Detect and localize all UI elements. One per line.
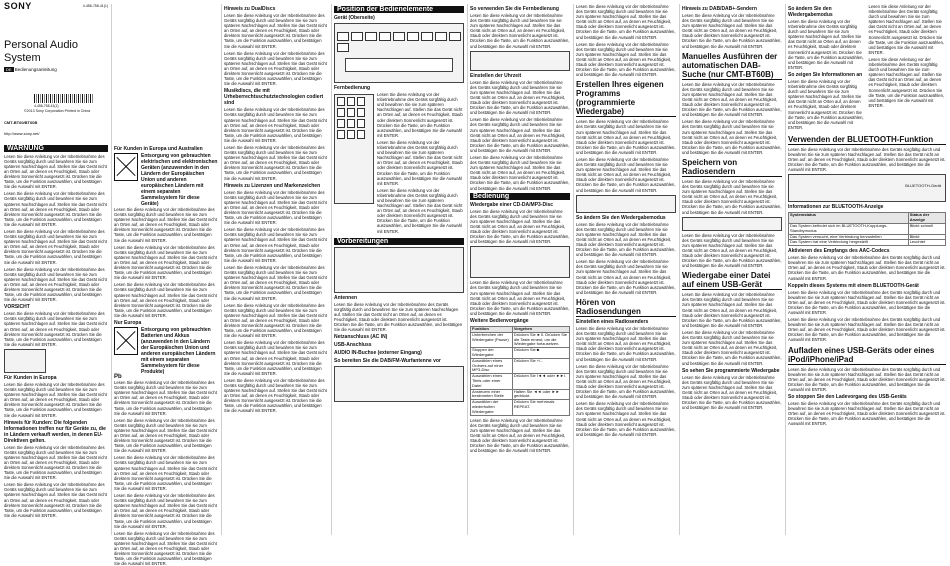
- aac-heading: Aktivieren des Empfangs des AAC-Codecs: [788, 248, 890, 255]
- disposal-text-2: Lesen Sie diese Anleitung vor der Inbetriebnahme des Geräts sorgfältig durch und bewahren Sie sie zum späteren Nachschlagen auf. Stellen Sie das Gerät nicht an Orten auf, an denen es Feuchtigkeit, Staub oder direktem Sonnenlicht ausgesetzt ist. Drücken Sie die Taste, um die Funktion auszuwählen, und bestätigen Sie die Auswahl mit ENTER.: [114, 244, 217, 281]
- notes-column: [224, 4, 328, 535]
- info-heading: So zeigen Sie Informationen an: [788, 71, 863, 78]
- remote-text: Lesen Sie diese Anleitung vor der Inbetriebnahme des Geräts sorgfältig durch und bewahren Sie sie zum späteren Nachschlagen auf. Stellen Sie das Gerät nicht an Orten auf, an denen es Feuchtigkeit, Staub oder direktem Sonnenlicht ausgesetzt ist. Drücken Sie die Taste, um die Funktion auszuwählen, und bestätigen Sie die Auswahl mit ENTER.: [377, 92, 463, 138]
- info-text: Lesen Sie diese Anleitung vor der Inbetriebnahme des Geräts sorgfältig durch und bewahren Sie sie zum späteren Nachschlagen auf. Stellen Sie das Gerät nicht an Orten auf, an denen es Feuchtigkeit, Staub oder direktem Sonnenlicht ausgesetzt ist. Drücken Sie die Taste, um die Funktion auszuwählen, und bestätigen Sie die Auswahl mit ENTER.: [788, 78, 864, 130]
- laser-label-figure: [4, 349, 46, 373]
- battery-text-4: Lesen Sie diese Anleitung vor der Inbetriebnahme des Geräts sorgfältig durch und bewahren Sie sie zum späteren Nachschlagen auf. Stellen Sie das Gerät nicht an Orten auf, an denen es Feuchtigkeit, Staub oder direktem Sonnenlicht ausgesetzt ist. Drücken Sie die Taste, um die Funktion auszuwählen, und bestätigen Sie die Auswahl mit ENTER.: [114, 493, 217, 529]
- battery-heading: Entsorgung von gebrauchten Batterien und Akkus (anzuwenden in den Ländern der Europäischen Union und anderen europäischen Ländern mit einem separaten Sammelsystem für diese Produkte): [141, 326, 216, 375]
- barcode-text: 4-456-758-41(1): [34, 104, 59, 109]
- doc-code: 4-456-758-41(1): [82, 4, 108, 8]
- dab-fig-heading: So bereiten Sie die DAB/FM-Wurfantenne vor: [334, 358, 441, 365]
- brand-logo: SONY: [4, 1, 32, 11]
- bt-intro-text: Lesen Sie diese Anleitung vor der Inbetriebnahme des Geräts sorgfältig durch und bewahren Sie sie zum späteren Nachschlagen auf. Stellen Sie das Gerät nicht an Orten auf, an denen es Feuchtigkeit, Staub oder direktem Sonnenlicht ausgesetzt ist. Drücken Sie die Taste, um die Funktion auszuwählen, und bestätigen Sie die Auswahl mit ENTER.: [868, 4, 945, 55]
- music-text: Lesen Sie diese Anleitung vor der Inbetriebnahme des Geräts sorgfältig durch und bewahren Sie sie zum späteren Nachschlagen auf. Stellen Sie das Gerät nicht an Orten auf, an denen es Feuchtigkeit, Staub oder direktem Sonnenlicht ausgesetzt ist. Drücken Sie die Taste, um die Funktion auszuwählen, und bestätigen Sie die Auswahl mit ENTER.: [224, 107, 327, 143]
- auto-dab-heading: Manuelles Ausführen der automatischen DAB-Suche (nur CMT-BT60B): [682, 52, 782, 80]
- usb-text-3: Lesen Sie diese Anleitung vor der Inbetriebnahme des Geräts sorgfältig durch und bewahren Sie sie zum späteren Nachschlagen auf. Stellen Sie das Gerät nicht an Orten auf, an denen es Feuchtigkeit, Staub oder direktem Sonnenlicht ausgesetzt ist. Drücken Sie die Taste, um die Funktion auszuwählen, und bestätigen Sie die Auswahl mit ENTER.: [682, 374, 782, 411]
- speichern-heading: Speichern von Radiosendern: [682, 158, 782, 177]
- koppeln-text: Lesen Sie diese Anleitung vor der Inbetriebnahme des Geräts sorgfältig durch und bewahren Sie sie zum späteren Nachschlagen auf. Stellen Sie das Gerät nicht an Orten auf, an denen es Feuchtigkeit, Staub oder direktem Sonnenlicht ausgesetzt ist. Drücken Sie die Taste, um die Funktion auszuwählen, und bestätigen Sie die Auswahl mit ENTER.: [788, 289, 946, 315]
- crossed-bin-icon: [114, 153, 138, 181]
- operation-column: [470, 4, 570, 535]
- wiedergabemodus-text-2: Lesen Sie diese Anleitung vor der Inbetriebnahme des Geräts sorgfältig durch und bewahren Sie sie zum späteren Nachschlagen auf. Stellen Sie das Gerät nicht an Orten auf, an denen es Feuchtigkeit, Staub oder direktem Sonnenlicht ausgesetzt ist. Drücken Sie die Taste, um die Funktion auszuwählen, und bestätigen Sie die Auswahl mit ENTER.: [576, 259, 676, 295]
- speichern-text: Lesen Sie diese Anleitung vor der Inbetriebnahme des Geräts sorgfältig durch und bewahren Sie sie zum späteren Nachschlagen auf. Stellen Sie das Gerät nicht an Orten auf, an denen es Feuchtigkeit, Staub oder direktem Sonnenlicht ausgesetzt ist. Drücken Sie die Taste, um die Funktion auszuwählen, und bestätigen Sie die Auswahl mit ENTER.: [682, 178, 782, 215]
- bedienung-title: Bedienung: [470, 193, 570, 200]
- bt-figure: [788, 174, 946, 202]
- vorsicht-text: Lesen Sie diese Anleitung vor der Inbetriebnahme des Geräts sorgfältig durch und bewahren Sie sie zum späteren Nachschlagen auf. Stellen Sie das Gerät nicht an Orten auf, an denen es Feuchtigkeit, Staub oder direktem Sonnenlicht ausgesetzt ist. Drücken Sie die Taste, um die Funktion auszuwählen, und bestätigen Sie die Auswahl mit ENTER.: [4, 311, 107, 347]
- disposal-text: Lesen Sie diese Anleitung vor der Inbetriebnahme des Geräts sorgfältig durch und bewahren Sie sie zum späteren Nachschlagen auf. Stellen Sie das Gerät nicht an Orten auf, an denen es Feuchtigkeit, Staub oder direktem Sonnenlicht ausgesetzt ist. Drücken Sie die Taste, um die Funktion auszuwählen, und bestätigen Sie die Auswahl mit ENTER.: [114, 207, 217, 243]
- controls-column: [334, 4, 464, 535]
- disc-figure: [470, 246, 570, 278]
- battery-region: Nur Europa: [114, 319, 142, 326]
- remote-figure: [334, 94, 374, 204]
- battery-text-2: Lesen Sie diese Anleitung vor der Inbetriebnahme des Geräts sorgfältig durch und bewahren Sie sie zum späteren Nachschlagen auf. Stellen Sie das Gerät nicht an Orten auf, an denen es Feuchtigkeit, Staub oder direktem Sonnenlicht ausgesetzt ist. Drücken Sie die Taste, um die Funktion auszuwählen, und bestätigen Sie die Auswahl mit ENTER.: [114, 417, 217, 454]
- vorsicht-heading: VORSICHT: [4, 304, 30, 311]
- auto-dab-text: Lesen Sie diese Anleitung vor der Inbetriebnahme des Geräts sorgfältig durch und bewahren Sie sie zum späteren Nachschlagen auf. Stellen Sie das Gerät nicht an Orten auf, an denen es Feuchtigkeit, Staub oder direktem Sonnenlicht ausgesetzt ist. Drücken Sie die Taste, um die Funktion auszuwählen, und bestätigen Sie die Auswahl mit ENTER.: [682, 81, 782, 118]
- bt-intro-text-2: Lesen Sie diese Anleitung vor der Inbetriebnahme des Geräts sorgfältig durch und bewahren Sie sie zum späteren Nachschlagen auf. Stellen Sie das Gerät nicht an Orten auf, an denen es Feuchtigkeit, Staub oder direktem Sonnenlicht ausgesetzt ist. Drücken Sie die Taste, um die Funktion auszuwählen, und bestätigen Sie die Auswahl mit ENTER.: [868, 56, 945, 108]
- table-row: Das System hat eine Verbindung hergestellt Leuchtet: [789, 240, 946, 246]
- wiedergabemodus-heading: So ändern Sie den Wiedergabemodus: [576, 214, 666, 221]
- kunden-europa-text: Lesen Sie diese Anleitung vor der Inbetriebnahme des Geräts sorgfältig durch und bewahren Sie sie zum späteren Nachschlagen auf. Stellen Sie das Gerät nicht an Orten auf, an denen es Feuchtigkeit, Staub oder direktem Sonnenlicht ausgesetzt ist. Drücken Sie die Taste, um die Funktion auszuwählen, und bestätigen Sie die Auswahl mit ENTER.: [4, 381, 107, 418]
- license-text: Lesen Sie diese Anleitung vor der Inbetriebnahme des Geräts sorgfältig durch und bewahren Sie sie zum späteren Nachschlagen auf. Stellen Sie das Gerät nicht an Orten auf, an denen es Feuchtigkeit, Staub oder direktem Sonnenlicht ausgesetzt ist. Drücken Sie die Taste, um die Funktion auszuwählen, und bestätigen Sie die Auswahl mit ENTER.: [224, 189, 327, 226]
- battery-text-3: Lesen Sie diese Anleitung vor der Inbetriebnahme des Geräts sorgfältig durch und bewahren Sie sie zum späteren Nachschlagen auf. Stellen Sie das Gerät nicht an Orten auf, an denen es Feuchtigkeit, Staub oder direktem Sonnenlicht ausgesetzt ist. Drücken Sie die Taste, um die Funktion auszuwählen, und bestätigen Sie die Auswahl mit ENTER.: [114, 455, 217, 491]
- fernbedienung-text: Lesen Sie diese Anleitung vor der Inbetriebnahme des Geräts sorgfältig durch und bewahren Sie sie zum späteren Nachschlagen auf. Stellen Sie das Gerät nicht an Orten auf, an denen es Feuchtigkeit, Staub oder direktem Sonnenlicht ausgesetzt ist. Drücken Sie die Taste, um die Funktion auszuwählen, und bestätigen Sie die Auswahl mit ENTER.: [470, 13, 570, 49]
- usb-ops-heading: So ändern Sie den Wiedergabemodus: [788, 6, 833, 18]
- radio-text-3: Lesen Sie diese Anleitung vor der Inbetriebnahme des Geräts sorgfältig durch und bewahren Sie sie zum späteren Nachschlagen auf. Stellen Sie das Gerät nicht an Orten auf, an denen es Feuchtigkeit, Staub oder direktem Sonnenlicht ausgesetzt ist. Drücken Sie die Taste, um die Funktion auszuwählen, und bestätigen Sie die Auswahl mit ENTER.: [576, 401, 676, 437]
- remote-text-3: Lesen Sie diese Anleitung vor der Inbetriebnahme des Geräts sorgfältig durch und bewahren Sie sie zum späteren Nachschlagen auf. Stellen Sie das Gerät nicht an Orten auf, an denen es Feuchtigkeit, Staub oder direktem Sonnenlicht ausgesetzt ist. Drücken Sie die Taste, um die Funktion auszuwählen, und bestätigen Sie die Auswahl mit ENTER.: [377, 187, 463, 234]
- table-row: Stoppen der Wiedergabe Drücken Sie ■.: [471, 348, 570, 359]
- cd-heading: Wiedergabe einer CD-DA/MP3-Disc: [470, 201, 554, 208]
- doc-title: Personal Audio System: [4, 39, 78, 65]
- radio-text: Lesen Sie diese Anleitung vor der Inbetriebnahme des Geräts sorgfältig durch und bewahren Sie sie zum späteren Nachschlagen auf. Stellen Sie das Gerät nicht an Orten auf, an denen es Feuchtigkeit, Staub oder direktem Sonnenlicht ausgesetzt ist. Drücken Sie die Taste, um die Funktion auszuwählen, und bestätigen Sie die Auswahl mit ENTER.: [576, 325, 676, 362]
- vorbereitungen-title: Vorbereitungen: [334, 238, 464, 245]
- table-header: Systemstatus: [789, 213, 909, 224]
- ipod-text: Lesen Sie diese Anleitung vor der Inbetriebnahme des Geräts sorgfältig durch und bewahren Sie sie zum späteren Nachschlagen auf. Stellen Sie das Gerät nicht an Orten auf, an denen es Feuchtigkeit, Staub oder direktem Sonnenlicht ausgesetzt ist. Drücken Sie die Taste, um die Funktion auszuwählen, und bestätigen Sie die Auswahl mit ENTER.: [788, 366, 946, 392]
- bluetooth-column: [788, 4, 946, 535]
- usb-text: Lesen Sie diese Anleitung vor der Inbetriebnahme des Geräts sorgfältig durch und bewahren Sie sie zum späteren Nachschlagen auf. Stellen Sie das Gerät nicht an Orten auf, an denen es Feuchtigkeit, Staub oder direktem Sonnenlicht ausgesetzt ist. Drücken Sie die Taste, um die Funktion auszuwählen, und bestätigen Sie die Auswahl mit ENTER.: [682, 292, 782, 328]
- warning-text-4: Lesen Sie diese Anleitung vor der Inbetriebnahme des Geräts sorgfältig durch und bewahren Sie sie zum späteren Nachschlagen auf. Stellen Sie das Gerät nicht an Orten auf, an denen es Feuchtigkeit, Staub oder direktem Sonnenlicht ausgesetzt ist. Drücken Sie die Taste, um die Funktion auszuwählen, und bestätigen Sie die Auswahl mit ENTER.: [4, 266, 107, 303]
- radio-heading: Hören von Radiosendungen: [576, 298, 676, 317]
- bt-heading: Verwenden der BLUETOOTH-Funktion: [788, 135, 946, 145]
- program-text-0: Lesen Sie diese Anleitung vor der Inbetriebnahme des Geräts sorgfältig durch und bewahren Sie sie zum späteren Nachschlagen auf. Stellen Sie das Gerät nicht an Orten auf, an denen es Feuchtigkeit, Staub oder direktem Sonnenlicht ausgesetzt ist. Drücken Sie die Taste, um die Funktion auszuwählen, und bestätigen Sie die Auswahl mit ENTER.: [576, 4, 676, 40]
- pb-label: Pb: [114, 373, 122, 380]
- kunden-europa-heading: Für Kunden in Europa: [4, 374, 57, 381]
- table-row: Das System befindet sich im BLUETOOTH-Kopplungs-Standbymodus Blinkt schnell: [789, 223, 946, 234]
- license-text-6: Lesen Sie diese Anleitung vor der Inbetriebnahme des Geräts sorgfältig durch und bewahren Sie sie zum späteren Nachschlagen auf. Stellen Sie das Gerät nicht an Orten auf, an denen es Feuchtigkeit, Staub oder direktem Sonnenlicht ausgesetzt ist. Drücken Sie die Taste, um die Funktion auszuwählen, und bestätigen Sie die Auswahl mit ENTER.: [224, 377, 327, 414]
- controls-section-title: Position der Bedienelemente: [334, 6, 464, 13]
- license-heading: Hinweis zu Lizenzen und Markenzeichen: [224, 182, 321, 189]
- cd-operations-table: [470, 326, 570, 416]
- auto-dab-text-2: Lesen Sie diese Anleitung vor der Inbetriebnahme des Geräts sorgfältig durch und bewahren Sie sie zum späteren Nachschlagen auf. Stellen Sie das Gerät nicht an Orten auf, an denen es Feuchtigkeit, Staub oder direktem Sonnenlicht ausgesetzt ist. Drücken Sie die Taste, um die Funktion auszuwählen, und bestätigen Sie die Auswahl mit ENTER.: [682, 119, 782, 155]
- bt-text: Lesen Sie diese Anleitung vor der Inbetriebnahme des Geräts sorgfältig durch und bewahren Sie sie zum späteren Nachschlagen auf. Stellen Sie das Gerät nicht an Orten auf, an denen es Feuchtigkeit, Staub oder direktem Sonnenlicht ausgesetzt ist. Drücken Sie die Taste, um die Funktion auszuwählen, und bestätigen Sie die Auswahl mit ENTER.: [788, 146, 946, 173]
- barcode: [34, 94, 94, 103]
- antenne-heading: Antennen: [334, 294, 358, 301]
- rear-panel-figure: [334, 247, 464, 293]
- memory-display-figure: [682, 217, 782, 231]
- program-text-00: Lesen Sie diese Anleitung vor der Inbetriebnahme des Geräts sorgfältig durch und bewahren Sie sie zum späteren Nachschlagen auf. Stellen Sie das Gerät nicht an Orten auf, an denen es Feuchtigkeit, Staub oder direktem Sonnenlicht ausgesetzt ist. Drücken Sie die Taste, um die Funktion auszuwählen, und bestätigen Sie die Auswahl mit ENTER.: [576, 41, 676, 78]
- license-text-4: Lesen Sie diese Anleitung vor der Inbetriebnahme des Geräts sorgfältig durch und bewahren Sie sie zum späteren Nachschlagen auf. Stellen Sie das Gerät nicht an Orten auf, an denen es Feuchtigkeit, Staub oder direktem Sonnenlicht ausgesetzt ist. Drücken Sie die Taste, um die Funktion auszuwählen, und bestätigen Sie die Auswahl mit ENTER.: [224, 302, 327, 339]
- battery-figure: [470, 51, 570, 71]
- dab-usb-column: [682, 4, 782, 535]
- music-heading: Musikdiscs, die mit Urheberrechtsschutztechnologien codiert sind: [224, 88, 324, 107]
- display-figure: [576, 195, 676, 213]
- music-text-2: Lesen Sie diese Anleitung vor der Inbetriebnahme des Geräts sorgfältig durch und bewahren Sie sie zum späteren Nachschlagen auf. Stellen Sie das Gerät nicht an Orten auf, an denen es Feuchtigkeit, Staub oder direktem Sonnenlicht ausgesetzt ist. Drücken Sie die Taste, um die Funktion auszuwählen, und bestätigen Sie die Auswahl mit ENTER.: [224, 144, 327, 181]
- dualdisc-text-2: Lesen Sie diese Anleitung vor der Inbetriebnahme des Geräts sorgfältig durch und bewahren Sie sie zum späteren Nachschlagen auf. Stellen Sie das Gerät nicht an Orten auf, an denen es Feuchtigkeit, Staub oder direktem Sonnenlicht ausgesetzt ist. Drücken Sie die Taste, um die Funktion auszuwählen, und bestätigen Sie die Auswahl mit ENTER.: [224, 50, 327, 87]
- speichern-text-2: Lesen Sie diese Anleitung vor der Inbetriebnahme des Geräts sorgfältig durch und bewahren Sie sie zum späteren Nachschlagen auf. Stellen Sie das Gerät nicht an Orten auf, an denen es Feuchtigkeit, Staub oder direktem Sonnenlicht ausgesetzt ist. Drücken Sie die Taste, um die Funktion auszuwählen, und bestätigen Sie die Auswahl mit ENTER.: [682, 232, 782, 269]
- uhr-text: Lesen Sie diese Anleitung vor der Inbetriebnahme des Geräts sorgfältig durch und bewahren Sie sie zum späteren Nachschlagen auf. Stellen Sie das Gerät nicht an Orten auf, an denen es Feuchtigkeit, Staub oder direktem Sonnenlicht ausgesetzt ist. Drücken Sie die Taste, um die Funktion auszuwählen, und bestätigen Sie die Auswahl mit ENTER.: [470, 79, 570, 116]
- hinweis-kunden-text-2: Lesen Sie diese Anleitung vor der Inbetriebnahme des Geräts sorgfältig durch und bewahren Sie sie zum späteren Nachschlagen auf. Stellen Sie das Gerät nicht an Orten auf, an denen es Feuchtigkeit, Staub oder direktem Sonnenlicht ausgesetzt ist. Drücken Sie die Taste, um die Funktion auszuwählen, und bestätigen Sie die Auswahl mit ENTER.: [4, 482, 107, 518]
- programm-heading: Erstellen Ihres eigenen Programms (programmierte Wiedergabe): [576, 80, 676, 117]
- battery-bin-icon: [114, 327, 138, 355]
- unit-top-figure: [334, 23, 464, 83]
- usb-stop-text: Lesen Sie diese Anleitung vor der Inbetriebnahme des Geräts sorgfältig durch und bewahren Sie sie zum späteren Nachschlagen auf. Stellen Sie das Gerät nicht an Orten auf, an denen es Feuchtigkeit, Staub oder direktem Sonnenlicht ausgesetzt ist. Drücken Sie die Taste, um die Funktion auszuwählen, und bestätigen Sie die Auswahl mit ENTER.: [788, 401, 946, 427]
- table-row: Das System versucht, eine Verbindung herzustellen Blinkt: [789, 234, 946, 240]
- bt-device-label: BLUETOOTH-Gerät: [905, 183, 941, 189]
- ipod-heading: Aufladen eines USB-Geräts oder eines iPod/iPhone/iPad: [788, 346, 946, 365]
- table-row: Auswählen eines Titels oder einer Datei Drücken Sie I◄◄ oder ►►I.: [471, 374, 570, 389]
- remote-text-2: Lesen Sie diese Anleitung vor der Inbetriebnahme des Geräts sorgfältig durch und bewahren Sie sie zum späteren Nachschlagen auf. Stellen Sie das Gerät nicht an Orten auf, an denen es Feuchtigkeit, Staub oder direktem Sonnenlicht ausgesetzt ist. Drücken Sie die Taste, um die Funktion auszuwählen, und bestätigen Sie die Auswahl mit ENTER.: [377, 139, 463, 186]
- table-header: Status der Anzeige: [908, 213, 945, 224]
- copyright: ©2013 Sony Corporation Printed in China: [24, 109, 91, 114]
- aac-text: Lesen Sie diese Anleitung vor der Inbetriebnahme des Geräts sorgfältig durch und bewahren Sie sie zum späteren Nachschlagen auf. Stellen Sie das Gerät nicht an Orten auf, an denen es Feuchtigkeit, Staub oder direktem Sonnenlicht ausgesetzt ist. Drücken Sie die Taste, um die Funktion auszuwählen, und bestätigen Sie die Auswahl mit ENTER.: [788, 255, 946, 281]
- dab-text: Lesen Sie diese Anleitung vor der Inbetriebnahme des Geräts sorgfältig durch und bewahren Sie sie zum späteren Nachschlagen auf. Stellen Sie das Gerät nicht an Orten auf, an denen es Feuchtigkeit, Staub oder direktem Sonnenlicht ausgesetzt ist. Drücken Sie die Taste, um die Funktion auszuwählen, und bestätigen Sie die Auswahl mit ENTER.: [682, 13, 782, 49]
- fernbedienung-heading: So verwenden Sie die Fernbedienung: [470, 6, 559, 12]
- table-row: Unterbrechen der Wiedergabe (Pause) Drücken Sie ►II. Drücken Sie die Taste erneut, um die Wiedergabe fortzusetzen.: [471, 332, 570, 347]
- usb-ops-text: Lesen Sie diese Anleitung vor der Inbetriebnahme des Geräts sorgfältig durch und bewahren Sie sie zum späteren Nachschlagen auf. Stellen Sie das Gerät nicht an Orten auf, an denen es Feuchtigkeit, Staub oder direktem Sonnenlicht ausgesetzt ist. Drücken Sie die Taste, um die Funktion auszuwählen, und bestätigen Sie die Auswahl mit ENTER.: [788, 19, 864, 70]
- cd-text-2: Lesen Sie diese Anleitung vor der Inbetriebnahme des Geräts sorgfältig durch und bewahren Sie sie zum späteren Nachschlagen auf. Stellen Sie das Gerät nicht an Orten auf, an denen es Feuchtigkeit, Staub oder direktem Sonnenlicht ausgesetzt ist. Drücken Sie die Taste, um die Funktion auszuwählen, und bestätigen Sie die Auswahl mit ENTER.: [470, 280, 570, 316]
- battery-text: Lesen Sie diese Anleitung vor der Inbetriebnahme des Geräts sorgfältig durch und bewahren Sie sie zum späteren Nachschlagen auf. Stellen Sie das Gerät nicht an Orten auf, an denen es Feuchtigkeit, Staub oder direktem Sonnenlicht ausgesetzt ist. Drücken Sie die Taste, um die Funktion auszuwählen, und bestätigen Sie die Auswahl mit ENTER.: [114, 380, 217, 416]
- cd-text: Lesen Sie diese Anleitung vor der Inbetriebnahme des Geräts sorgfältig durch und bewahren Sie sie zum späteren Nachschlagen auf. Stellen Sie das Gerät nicht an Orten auf, an denen es Feuchtigkeit, Staub oder direktem Sonnenlicht ausgesetzt ist. Drücken Sie die Taste, um die Funktion auszuwählen, und bestätigen Sie die Auswahl mit ENTER.: [470, 208, 570, 245]
- usb-heading-main: Wiedergabe einer Datei auf einem USB-Gerät: [682, 271, 782, 290]
- bildschirm-heading: So sehen Sie programmierte Wiedergabe: [682, 367, 780, 374]
- table-header: Funktion: [471, 327, 513, 333]
- antenna-figure: [334, 366, 464, 402]
- programm-text-2: Lesen Sie diese Anleitung vor der Inbetriebnahme des Geräts sorgfältig durch und bewahren Sie sie zum späteren Nachschlagen auf. Stellen Sie das Gerät nicht an Orten auf, an denen es Feuchtigkeit, Staub oder direktem Sonnenlicht ausgesetzt ist. Drücken Sie die Taste, um die Funktion auszuwählen, und bestätigen Sie die Auswahl mit ENTER.: [576, 156, 676, 193]
- radio-text-2: Lesen Sie diese Anleitung vor der Inbetriebnahme des Geräts sorgfältig durch und bewahren Sie sie zum späteren Nachschlagen auf. Stellen Sie das Gerät nicht an Orten auf, an denen es Feuchtigkeit, Staub oder direktem Sonnenlicht ausgesetzt ist. Drücken Sie die Taste, um die Funktion auszuwählen, und bestätigen Sie die Auswahl mit ENTER.: [576, 363, 676, 400]
- usb-text-2: Lesen Sie diese Anleitung vor der Inbetriebnahme des Geräts sorgfältig durch und bewahren Sie sie zum späteren Nachschlagen auf. Stellen Sie das Gerät nicht an Orten auf, an denen es Feuchtigkeit, Staub oder direktem Sonnenlicht ausgesetzt ist. Drücken Sie die Taste, um die Funktion auszuwählen, und bestätigen Sie die Auswahl mit ENTER.: [682, 329, 782, 366]
- usb-heading: USB-Anschluss: [334, 342, 372, 349]
- doc-subtitle: Bedienungsanleitung: [14, 67, 57, 73]
- license-text-2: Lesen Sie diese Anleitung vor der Inbetriebnahme des Geräts sorgfältig durch und bewahren Sie sie zum späteren Nachschlagen auf. Stellen Sie das Gerät nicht an Orten auf, an denen es Feuchtigkeit, Staub oder direktem Sonnenlicht ausgesetzt ist. Drücken Sie die Taste, um die Funktion auszuwählen, und bestätigen Sie die Auswahl mit ENTER.: [224, 227, 327, 263]
- uhr-text-3: Lesen Sie diese Anleitung vor der Inbetriebnahme des Geräts sorgfältig durch und bewahren Sie sie zum späteren Nachschlagen auf. Stellen Sie das Gerät nicht an Orten auf, an denen es Feuchtigkeit, Staub oder direktem Sonnenlicht ausgesetzt ist. Drücken Sie die Taste, um die Funktion auszuwählen, und bestätigen Sie die Auswahl mit ENTER.: [470, 154, 570, 191]
- table-header: Vorgehen: [512, 327, 569, 333]
- usb-stop-heading: So stoppen Sie den Ladevorgang des USB-Geräts: [788, 394, 907, 400]
- table-row: Ansteuern einer bestimmten Stelle Halten Sie ◄◄ oder ►► gedrückt.: [471, 389, 570, 400]
- model-number: CMT-BT60/BT60B: [4, 120, 38, 126]
- warning-text: Lesen Sie diese Anleitung vor der Inbetriebnahme des Geräts sorgfältig durch und bewahren Sie sie zum späteren Nachschlagen auf. Stellen Sie das Gerät nicht an Orten auf, an denen es Feuchtigkeit, Staub oder direktem Sonnenlicht ausgesetzt ist. Drücken Sie die Taste, um die Funktion auszuwählen, und bestätigen Sie die Auswahl mit ENTER.: [4, 153, 107, 190]
- koppeln-text-2: Lesen Sie diese Anleitung vor der Inbetriebnahme des Geräts sorgfältig durch und bewahren Sie sie zum späteren Nachschlagen auf. Stellen Sie das Gerät nicht an Orten auf, an denen es Feuchtigkeit, Staub oder direktem Sonnenlicht ausgesetzt ist. Drücken Sie die Taste, um die Funktion auszuwählen, und bestätigen Sie die Auswahl mit ENTER.: [788, 317, 946, 343]
- table-row: Auswählen der wiederholten Wiedergabe Drücken Sie mehrmals REPEAT.: [471, 400, 570, 415]
- warning-text-2: Lesen Sie diese Anleitung vor der Inbetriebnahme des Geräts sorgfältig durch und bewahren Sie sie zum späteren Nachschlagen auf. Stellen Sie das Gerät nicht an Orten auf, an denen es Feuchtigkeit, Staub oder direktem Sonnenlicht ausgesetzt ist. Drücken Sie die Taste, um die Funktion auszuwählen, und bestätigen Sie die Auswahl mit ENTER.: [4, 191, 107, 227]
- program-column: [576, 4, 676, 535]
- license-text-5: Lesen Sie diese Anleitung vor der Inbetriebnahme des Geräts sorgfältig durch und bewahren Sie sie zum späteren Nachschlagen auf. Stellen Sie das Gerät nicht an Orten auf, an denen es Feuchtigkeit, Staub oder direktem Sonnenlicht ausgesetzt ist. Drücken Sie die Taste, um die Funktion auszuwählen, und bestätigen Sie die Auswahl mit ENTER.: [224, 340, 327, 376]
- disposal-text-3: Lesen Sie diese Anleitung vor der Inbetriebnahme des Geräts sorgfältig durch und bewahren Sie sie zum späteren Nachschlagen auf. Stellen Sie das Gerät nicht an Orten auf, an denen es Feuchtigkeit, Staub oder direktem Sonnenlicht ausgesetzt ist. Drücken Sie die Taste, um die Funktion auszuwählen, und bestätigen Sie die Auswahl mit ENTER.: [114, 282, 217, 318]
- license-text-3: Lesen Sie diese Anleitung vor der Inbetriebnahme des Geräts sorgfältig durch und bewahren Sie sie zum späteren Nachschlagen auf. Stellen Sie das Gerät nicht an Orten auf, an denen es Feuchtigkeit, Staub oder direktem Sonnenlicht ausgesetzt ist. Drücken Sie die Taste, um die Funktion auszuwählen, und bestätigen Sie die Auswahl mit ENTER.: [224, 264, 327, 301]
- cd-text-3: Lesen Sie diese Anleitung vor der Inbetriebnahme des Geräts sorgfältig durch und bewahren Sie sie zum späteren Nachschlagen auf. Stellen Sie das Gerät nicht an Orten auf, an denen es Feuchtigkeit, Staub oder direktem Sonnenlicht ausgesetzt ist. Drücken Sie die Taste, um die Funktion auszuwählen, und bestätigen Sie die Auswahl mit ENTER.: [470, 417, 570, 454]
- bt-indicator-heading: Informationen zur BLUETOOTH-Anzeige: [788, 204, 884, 211]
- bt-status-table: [788, 212, 946, 246]
- table-row: Auswählen eines Ordners auf einer MP3-Disc Drücken Sie +/-.: [471, 358, 570, 373]
- disposal-heading: Entsorgung von gebrauchten elektrischen und elektronischen Geräten (anzuwenden in den Ländern der Europäischen Union und anderen europäischen Ländern mit einem separaten Sammelsystem für diese Geräte): [141, 153, 218, 207]
- hinweis-kunden-text: Lesen Sie diese Anleitung vor der Inbetriebnahme des Geräts sorgfältig durch und bewahren Sie sie zum späteren Nachschlagen auf. Stellen Sie das Gerät nicht an Orten auf, an denen es Feuchtigkeit, Staub oder direktem Sonnenlicht ausgesetzt ist. Drücken Sie die Taste, um die Funktion auszuwählen, und bestätigen Sie die Auswahl mit ENTER.: [4, 444, 107, 481]
- warning-heading: WARNUNG: [4, 145, 108, 152]
- sony-url: http://www.sony.net/: [4, 131, 40, 137]
- einstellen-heading: Einstellen eines Radiosenders: [576, 318, 649, 325]
- dab-heading: Hinweis zu DAB/DAB+-Sendern: [682, 6, 757, 12]
- lang-badge: DE: [6, 67, 12, 73]
- wiedergabemodus-text: Lesen Sie diese Anleitung vor der Inbetriebnahme des Geräts sorgfältig durch und bewahren Sie sie zum späteren Nachschlagen auf. Stellen Sie das Gerät nicht an Orten auf, an denen es Feuchtigkeit, Staub oder direktem Sonnenlicht ausgesetzt ist. Drücken Sie die Taste, um die Funktion auszuwählen, und bestätigen Sie die Auswahl mit ENTER.: [576, 221, 676, 258]
- weitere-heading: Weitere Bedienvorgänge: [470, 318, 529, 325]
- uhr-heading: Einstellen der Uhrzeit: [470, 72, 522, 79]
- antenne-text: Lesen Sie diese Anleitung vor der Inbetriebnahme des Geräts sorgfältig durch und bewahren Sie sie zum späteren Nachschlagen auf. Stellen Sie das Gerät nicht an Orten auf, an denen es Feuchtigkeit, Staub oder direktem Sonnenlicht ausgesetzt ist. Drücken Sie die Taste, um die Funktion auszuwählen, und bestätigen Sie die Auswahl mit ENTER.: [334, 301, 463, 333]
- hinweis-kunden-heading: Hinweis für Kunden: Die folgenden Informationen treffen nur für Geräte zu, die in Ländern verkauft werden, in denen EU-Direktiven gelten.: [4, 419, 106, 444]
- dualdisc-heading: Hinweis zu DualDiscs: [224, 6, 276, 12]
- disposal-region: Für Kunden in Europa und Australien: [114, 146, 203, 152]
- programm-text: Lesen Sie diese Anleitung vor der Inbetriebnahme des Geräts sorgfältig durch und bewahren Sie sie zum späteren Nachschlagen auf. Stellen Sie das Gerät nicht an Orten auf, an denen es Feuchtigkeit, Staub oder direktem Sonnenlicht ausgesetzt ist. Drücken Sie die Taste, um die Funktion auszuwählen, und bestätigen Sie die Auswahl mit ENTER.: [576, 119, 676, 155]
- uhr-text-2: Lesen Sie diese Anleitung vor der Inbetriebnahme des Geräts sorgfältig durch und bewahren Sie sie zum späteren Nachschlagen auf. Stellen Sie das Gerät nicht an Orten auf, an denen es Feuchtigkeit, Staub oder direktem Sonnenlicht ausgesetzt ist. Drücken Sie die Taste, um die Funktion auszuwählen, und bestätigen Sie die Auswahl mit ENTER.: [470, 117, 570, 153]
- unit-top-heading: Gerät (Oberseite): [334, 15, 375, 22]
- battery-text-5: Lesen Sie diese Anleitung vor der Inbetriebnahme des Geräts sorgfältig durch und bewahren Sie sie zum späteren Nachschlagen auf. Stellen Sie das Gerät nicht an Orten auf, an denen es Feuchtigkeit, Staub oder direktem Sonnenlicht ausgesetzt ist. Drücken Sie die Taste, um die Funktion auszuwählen, und bestätigen Sie die Auswahl mit ENTER.: [114, 530, 217, 566]
- koppeln-heading: Koppeln dieses Systems mit einem BLUETOOTH-Gerät: [788, 282, 919, 289]
- warning-text-3: Lesen Sie diese Anleitung vor der Inbetriebnahme des Geräts sorgfältig durch und bewahren Sie sie zum späteren Nachschlagen auf. Stellen Sie das Gerät nicht an Orten auf, an denen es Feuchtigkeit, Staub oder direktem Sonnenlicht ausgesetzt ist. Drücken Sie die Taste, um die Funktion auszuwählen, und bestätigen Sie die Auswahl mit ENTER.: [4, 228, 107, 265]
- audio-in-heading: AUDIO IN-Buchse (externer Eingang): [334, 350, 422, 357]
- cover-column: [4, 1, 108, 535]
- remote-heading: Fernbedienung: [334, 85, 371, 92]
- dualdisc-text: Lesen Sie diese Anleitung vor der Inbetriebnahme des Geräts sorgfältig durch und bewahren Sie sie zum späteren Nachschlagen auf. Stellen Sie das Gerät nicht an Orten auf, an denen es Feuchtigkeit, Staub oder direktem Sonnenlicht ausgesetzt ist. Drücken Sie die Taste, um die Funktion auszuwählen, und bestätigen Sie die Auswahl mit ENTER.: [224, 13, 327, 49]
- disposal-column: [114, 4, 218, 566]
- netz-heading: Netzanschluss (AC IN): [334, 334, 388, 341]
